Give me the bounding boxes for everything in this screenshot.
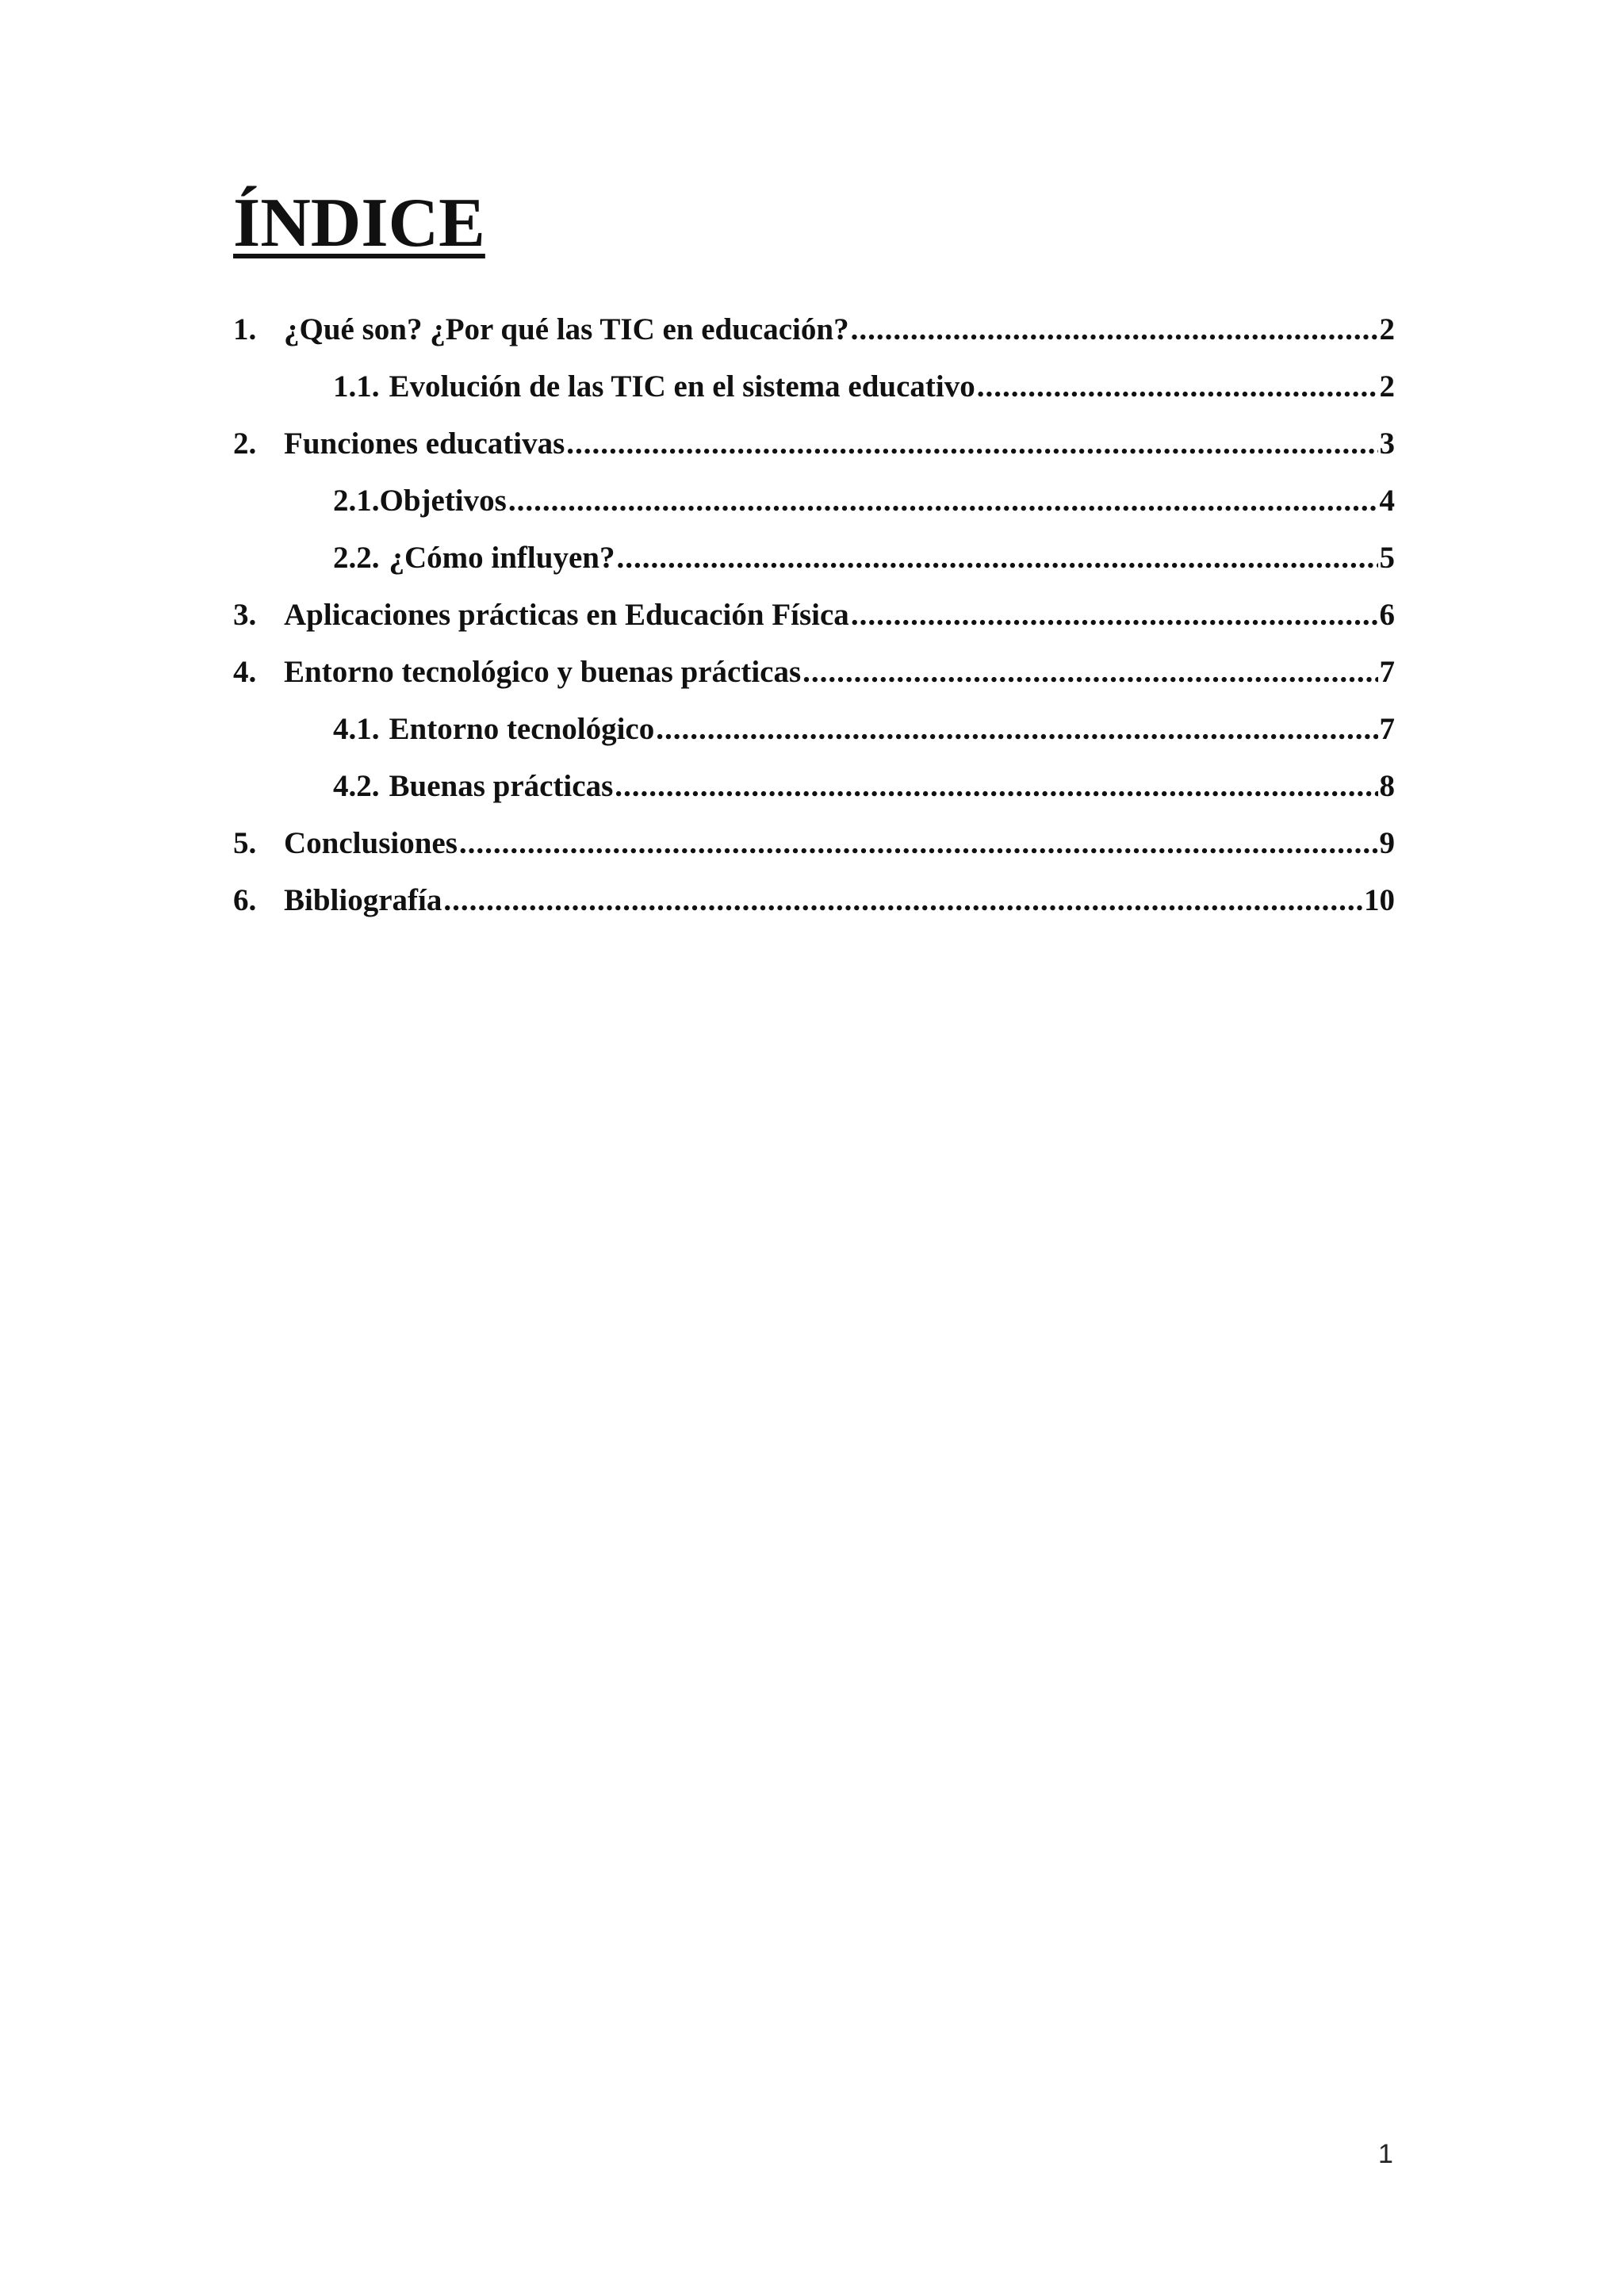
toc-entry-number: 6. — [233, 883, 257, 917]
toc-entry-2[interactable] — [233, 415, 1395, 473]
toc-dot-leader — [615, 758, 1377, 815]
toc-dot-leader — [566, 415, 1377, 473]
toc-entry-label: ¿Qué son? ¿Por qué las TIC en educación? — [284, 312, 849, 346]
toc-entry-label: Objetivos — [379, 484, 507, 518]
toc-dot-leader — [459, 815, 1378, 872]
toc-entry-page: 6 — [1379, 598, 1395, 632]
toc-entry-1[interactable] — [233, 301, 1395, 358]
toc-entry-4-1[interactable] — [233, 701, 1395, 758]
toc-entry-page: 2 — [1379, 369, 1395, 404]
toc-entry-number: 5. — [233, 826, 257, 860]
toc-entry-page: 2 — [1379, 312, 1395, 346]
toc-entry-number: 2.1. — [333, 484, 380, 518]
toc-dot-leader — [977, 358, 1378, 415]
toc-entry-page: 3 — [1379, 427, 1395, 461]
toc-dot-leader — [851, 587, 1378, 644]
toc-entry-number: 2.2. — [333, 541, 380, 575]
toc-entry-3[interactable] — [233, 587, 1395, 644]
toc-entry-page: 10 — [1364, 883, 1395, 917]
toc-entry-label: Conclusiones — [284, 826, 458, 860]
toc-entry-number: 1. — [233, 312, 257, 346]
toc-entry-number: 4.1. — [333, 712, 380, 746]
toc-entry-label: Entorno tecnológico y buenas prácticas — [284, 655, 802, 689]
toc-dot-leader — [851, 301, 1378, 358]
toc-entry-6[interactable] — [233, 872, 1395, 929]
toc-dot-leader — [508, 473, 1378, 530]
toc-entry-label: Aplicaciones prácticas en Educación Física — [284, 598, 849, 632]
toc-entry-5[interactable] — [233, 815, 1395, 872]
toc-entry-number: 4. — [233, 655, 257, 689]
toc-entry-label: Funciones educativas — [284, 427, 565, 461]
toc-entry-1-1[interactable] — [233, 358, 1395, 415]
toc-dot-leader — [616, 530, 1377, 587]
page-title: ÍNDICE — [233, 185, 485, 262]
toc-entry-label: Buenas prácticas — [389, 769, 614, 803]
toc-dot-leader — [802, 644, 1377, 701]
toc-entry-page: 4 — [1379, 484, 1395, 518]
toc-dot-leader — [656, 701, 1377, 758]
toc-entry-number: 4.2. — [333, 769, 380, 803]
toc-entry-number: 1.1. — [333, 369, 380, 404]
toc-entry-2-2[interactable] — [233, 530, 1395, 587]
toc-entry-label: Bibliografía — [284, 883, 442, 917]
toc-dot-leader — [443, 872, 1362, 929]
toc-entry-number: 3. — [233, 598, 257, 632]
toc-entry-label: ¿Cómo influyen? — [389, 541, 615, 575]
toc-entry-label: Entorno tecnológico — [389, 712, 655, 746]
toc-entry-page: 7 — [1379, 712, 1395, 746]
toc-entry-2-1[interactable] — [233, 473, 1395, 530]
toc-entry-4[interactable] — [233, 644, 1395, 701]
toc-entry-number: 2. — [233, 427, 257, 461]
toc-entry-page: 5 — [1379, 541, 1395, 575]
toc-entry-page: 7 — [1379, 655, 1395, 689]
toc-entry-label: Evolución de las TIC en el sistema educativo — [389, 369, 975, 404]
toc-entry-page: 9 — [1379, 826, 1395, 860]
footer-page-number: 1 — [1378, 2139, 1393, 2169]
table-of-contents — [233, 301, 1395, 929]
toc-entry-4-2[interactable] — [233, 758, 1395, 815]
toc-entry-page: 8 — [1379, 769, 1395, 803]
